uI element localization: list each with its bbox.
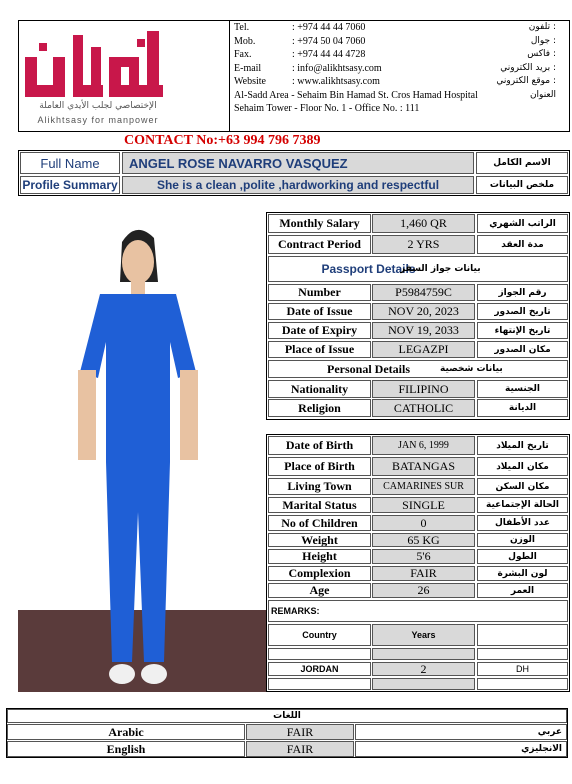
passport-row-arabic: تاريخ الصدور xyxy=(477,303,568,320)
personal-row-arabic: الجنسية xyxy=(477,380,568,398)
address-line-2: Sehaim Tower - Floor No. 1 - Office No. : 111 xyxy=(234,103,420,114)
blank-cell xyxy=(372,648,475,660)
personal-detail-row-value: CAMARINES SUR xyxy=(372,478,475,495)
blank-cell xyxy=(268,678,371,690)
personal-detail-row-arabic: مكان الميلاد xyxy=(477,457,568,476)
monthly-salary-label: Monthly Salary xyxy=(268,214,371,233)
personal-detail-row-arabic: الوزن xyxy=(477,533,568,547)
personal-detail-row-label: Date of Birth xyxy=(268,436,371,455)
personal-detail-row-arabic: العمر xyxy=(477,583,568,598)
passport-row-label: Date of Expiry xyxy=(268,322,371,339)
profile-summary-label: Profile Summary xyxy=(20,176,120,194)
contact-number: CONTACT No:+63 994 796 7389 xyxy=(124,133,321,148)
logo-area xyxy=(19,21,230,131)
language-name: Arabic xyxy=(7,724,245,740)
contact-value: : +974 44 44 4728 xyxy=(292,49,366,60)
contact-arabic-label: موقع الكتروني : xyxy=(496,76,556,86)
personal-detail-row-value: BATANGAS xyxy=(372,457,475,476)
personal-row-label: Religion xyxy=(268,399,371,417)
passport-row-value: P5984759C xyxy=(372,284,475,301)
passport-row-label: Number xyxy=(268,284,371,301)
personal-detail-row-value: FAIR xyxy=(372,566,475,581)
contact-arabic-label: بريد الكتروني : xyxy=(500,62,556,73)
profile-summary-value: She is a clean ,polite ,hardworking and respectful xyxy=(122,176,474,194)
passport-row-value: NOV 19, 2033 xyxy=(372,322,475,339)
contract-period-label: Contract Period xyxy=(268,235,371,254)
company-logo-icon xyxy=(25,27,165,99)
personal-detail-row-arabic: عدد الأطفال xyxy=(477,515,568,531)
personal-detail-row-label: No of Children xyxy=(268,515,371,531)
contact-value: : +974 44 44 7060 xyxy=(292,22,366,33)
passport-details-arabic: بيانات جواز السفر xyxy=(400,256,568,282)
language-arabic: الانجليزي xyxy=(355,741,567,757)
experience-years: 2 xyxy=(372,662,475,676)
passport-row-arabic: تاريخ الإنتهاء xyxy=(477,322,568,339)
candidate-figure-icon xyxy=(18,212,267,692)
passport-row-value: NOV 20, 2023 xyxy=(372,303,475,320)
contact-value: : info@alikhtsasy.com xyxy=(292,62,382,74)
full-name-label: Full Name xyxy=(20,152,120,174)
address-line-1: Al-Sadd Area - Sehaim Bin Hamad St. Cros Hamad Hospital xyxy=(234,90,478,101)
country-header: Country xyxy=(268,624,371,646)
blank-cell xyxy=(477,624,568,646)
contact-arabic-label: فاكس : xyxy=(527,49,556,59)
personal-detail-row-value: JAN 6, 1999 xyxy=(372,436,475,455)
personal-detail-row-label: Living Town xyxy=(268,478,371,495)
personal-detail-row-arabic: مكان السكن xyxy=(477,478,568,495)
personal-detail-row-arabic: تاريخ الميلاد xyxy=(477,436,568,455)
passport-row-label: Place of Issue xyxy=(268,341,371,358)
contact-label: Mob. xyxy=(234,35,256,47)
profile-summary-arabic: ملخص البيانات xyxy=(476,176,568,194)
language-level: FAIR xyxy=(246,741,354,757)
personal-row-arabic: الديانة xyxy=(477,399,568,417)
personal-detail-row-value: 0 xyxy=(372,515,475,531)
language-name: English xyxy=(7,741,245,757)
personal-detail-row-value: 26 xyxy=(372,583,475,598)
personal-detail-row-label: Age xyxy=(268,583,371,598)
personal-detail-row-arabic: الطول xyxy=(477,549,568,564)
full-name-arabic: الاسم الكامل xyxy=(476,152,568,174)
candidate-photo xyxy=(18,212,267,692)
contact-label: E-mail xyxy=(234,62,262,74)
logo-arabic-text: الإختصاصي لجلب الأيدي العاملة xyxy=(39,101,157,111)
contact-arabic-label: تلفون : xyxy=(528,22,556,32)
passport-details-header: Passport Details xyxy=(268,256,468,282)
blank-cell xyxy=(268,648,371,660)
language-arabic: عربي xyxy=(355,724,567,740)
contact-value: : +974 50 04 7060 xyxy=(292,35,366,47)
full-name-value: ANGEL ROSE NAVARRO VASQUEZ xyxy=(122,152,474,174)
contact-label: Tel. xyxy=(234,22,250,33)
personal-row-value: FILIPINO xyxy=(372,380,475,398)
personal-detail-row-label: Weight xyxy=(268,533,371,547)
contract-period-value: 2 YRS xyxy=(372,235,475,254)
passport-row-value: LEGAZPI xyxy=(372,341,475,358)
blank-cell xyxy=(372,678,475,690)
personal-detail-row-label: Complexion xyxy=(268,566,371,581)
blank-cell xyxy=(477,648,568,660)
personal-details-arabic: بيانات شخصية xyxy=(440,360,568,378)
passport-row-arabic: مكان الصدور xyxy=(477,341,568,358)
contact-label: Website xyxy=(234,76,266,87)
contact-arabic-label: جوال : xyxy=(530,35,556,46)
passport-row-label: Date of Issue xyxy=(268,303,371,320)
personal-detail-row-label: Place of Birth xyxy=(268,457,371,476)
personal-detail-row-value: SINGLE xyxy=(372,497,475,513)
contact-value: : www.alikhtsasy.com xyxy=(292,76,380,87)
blank-cell xyxy=(477,678,568,690)
logo-english-text: Alikhtsasy for manpower xyxy=(37,115,159,125)
personal-details-header: Personal Details xyxy=(268,360,468,378)
contract-period-arabic: مدة العقد xyxy=(477,235,568,254)
address-arabic-label: العنوان xyxy=(529,90,556,100)
personal-detail-row-label: Height xyxy=(268,549,371,564)
language-level: FAIR xyxy=(246,724,354,740)
contact-label: Fax. xyxy=(234,49,252,60)
personal-detail-row-value: 5'6 xyxy=(372,549,475,564)
experience-job: DH xyxy=(477,662,568,676)
personal-row-label: Nationality xyxy=(268,380,371,398)
monthly-salary-value: 1,460 QR xyxy=(372,214,475,233)
languages-header: اللغات xyxy=(7,709,567,723)
passport-row-arabic: رقم الجواز xyxy=(477,284,568,301)
monthly-salary-arabic: الراتب الشهري xyxy=(477,214,568,233)
experience-country: JORDAN xyxy=(268,662,371,676)
personal-detail-row-value: 65 KG xyxy=(372,533,475,547)
years-header: Years xyxy=(372,624,475,646)
personal-detail-row-label: Marital Status xyxy=(268,497,371,513)
personal-row-value: CATHOLIC xyxy=(372,399,475,417)
personal-detail-row-arabic: لون البشرة xyxy=(477,566,568,581)
personal-detail-row-arabic: الحالة الإجتماعية xyxy=(477,497,568,513)
remarks-label: REMARKS: xyxy=(268,600,568,622)
